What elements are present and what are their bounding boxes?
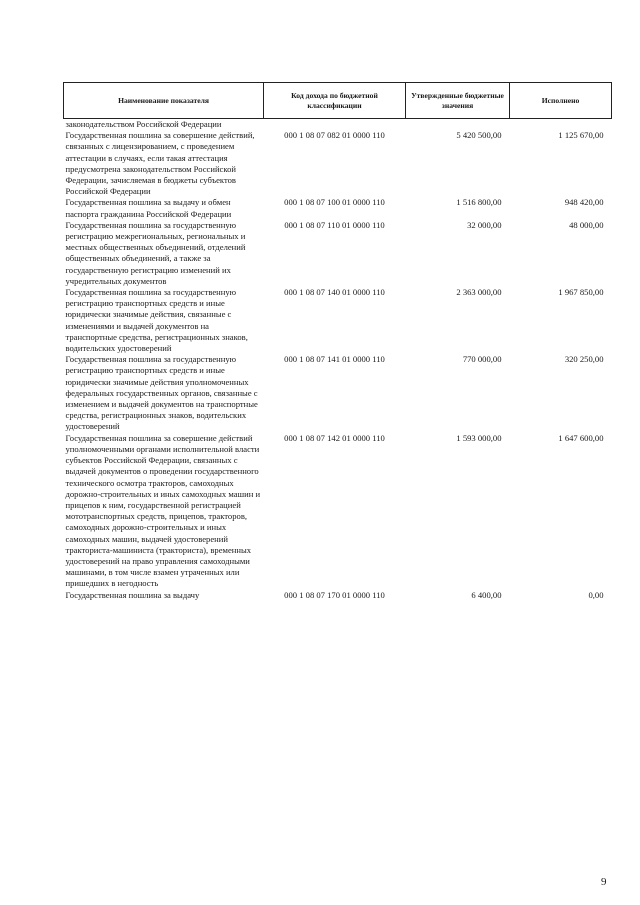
table-row [64, 287, 612, 354]
row-executed: 1 967 850,00 [558, 287, 604, 298]
row-code: 000 1 08 07 142 01 0000 110 [284, 432, 385, 443]
row-name: законодательством Российской Федерации [65, 119, 222, 129]
table-row [64, 590, 612, 601]
row-approved: 770 000,00 [462, 354, 502, 365]
row-name: Государственная пошлина за государственную регистрацию транспортных средств и иные юридически значимые действия уполномоченных федеральных государственных органов, связанные с изменением и выдачей документов на транспортные средства, регистрационных знаков, водительских удостоверений [65, 354, 258, 432]
row-executed [510, 119, 612, 131]
row-approved [406, 119, 510, 131]
row-executed: 48 000,00 [569, 219, 604, 230]
header-indicator-name: Наименование показателя [64, 83, 264, 119]
row-code: 000 1 08 07 110 01 0000 110 [284, 219, 385, 230]
row-approved: 6 400,00 [471, 589, 502, 600]
table-row [64, 130, 612, 197]
row-executed: 1 125 670,00 [558, 130, 604, 141]
row-name: Государственная пошлина за совершение действий уполномоченными органами исполнительной власти субъектов Российской Федерации, связанных с выдачей документов о проведении государственного технического осмотра тракторов, самоходных дорожно-строительных и иных самоходных машин и прицепов к ним, государственной регистрацией мототранспортных средств, прицепов, тракторов, самоходных дорожно-строительных и иных самоходных машин, выдачей удостоверений тракториста-машиниста (тракториста), временных удостоверений на право управления самоходными машинами, в том числе взамен утраченных или пришедших в негодность [65, 432, 261, 589]
row-approved: 1 516 800,00 [456, 197, 502, 208]
row-code: 000 1 08 07 100 01 0000 110 [284, 197, 385, 208]
row-code [264, 119, 406, 131]
row-code: 000 1 08 07 141 01 0000 110 [284, 354, 385, 365]
row-executed: 0,00 [588, 589, 604, 600]
row-name: Государственная пошлина за совершение действий, связанных с лицензированием, с проведением аттестации в случаях, если такая аттестация предусмотрена законодательством Российской Федерации, зачисляемая в бюджеты субъектов Российской Федерации [65, 130, 255, 197]
header-executed: Исполнено [510, 83, 612, 119]
table-row [64, 119, 612, 131]
row-name: Государственная пошлина за выдачу и обмен паспорта гражданина Российской Федерации [65, 197, 232, 219]
row-approved: 5 420 500,00 [456, 130, 502, 141]
page-number: 9 [601, 876, 607, 888]
row-executed: 1 647 600,00 [558, 432, 604, 443]
table-row [64, 197, 612, 219]
table-row [64, 433, 612, 590]
header-budget-code: Код дохода по бюджетной классификации [264, 83, 406, 119]
row-executed: 320 250,00 [564, 354, 604, 365]
table-header-row [64, 83, 612, 119]
table-row [64, 220, 612, 287]
budget-revenue-table [63, 82, 612, 601]
table-row [64, 354, 612, 432]
row-name: Государственная пошлина за государственную регистрацию межрегиональных, региональных и местных общественных объединений, отделений общественных объединений, а также за государственную регистрацию изменений их учредительных документов [65, 219, 246, 286]
header-approved-values: Утвержденные бюджетные значения [406, 83, 510, 119]
row-name: Государственная пошлина за государственную регистрацию транспортных средств и иные юридически значимые действия, связанные с изменениями и выдачей документов на транспортные средства, регистрационных знаков, водительских удостоверений [65, 287, 248, 354]
row-approved: 2 363 000,00 [456, 287, 502, 298]
row-executed: 948 420,00 [564, 197, 604, 208]
row-code: 000 1 08 07 082 01 0000 110 [284, 130, 385, 141]
row-approved: 32 000,00 [467, 219, 502, 230]
row-name: Государственная пошлина за выдачу [65, 589, 200, 600]
row-code: 000 1 08 07 170 01 0000 110 [284, 589, 385, 600]
row-approved: 1 593 000,00 [456, 432, 502, 443]
row-code: 000 1 08 07 140 01 0000 110 [284, 287, 385, 298]
